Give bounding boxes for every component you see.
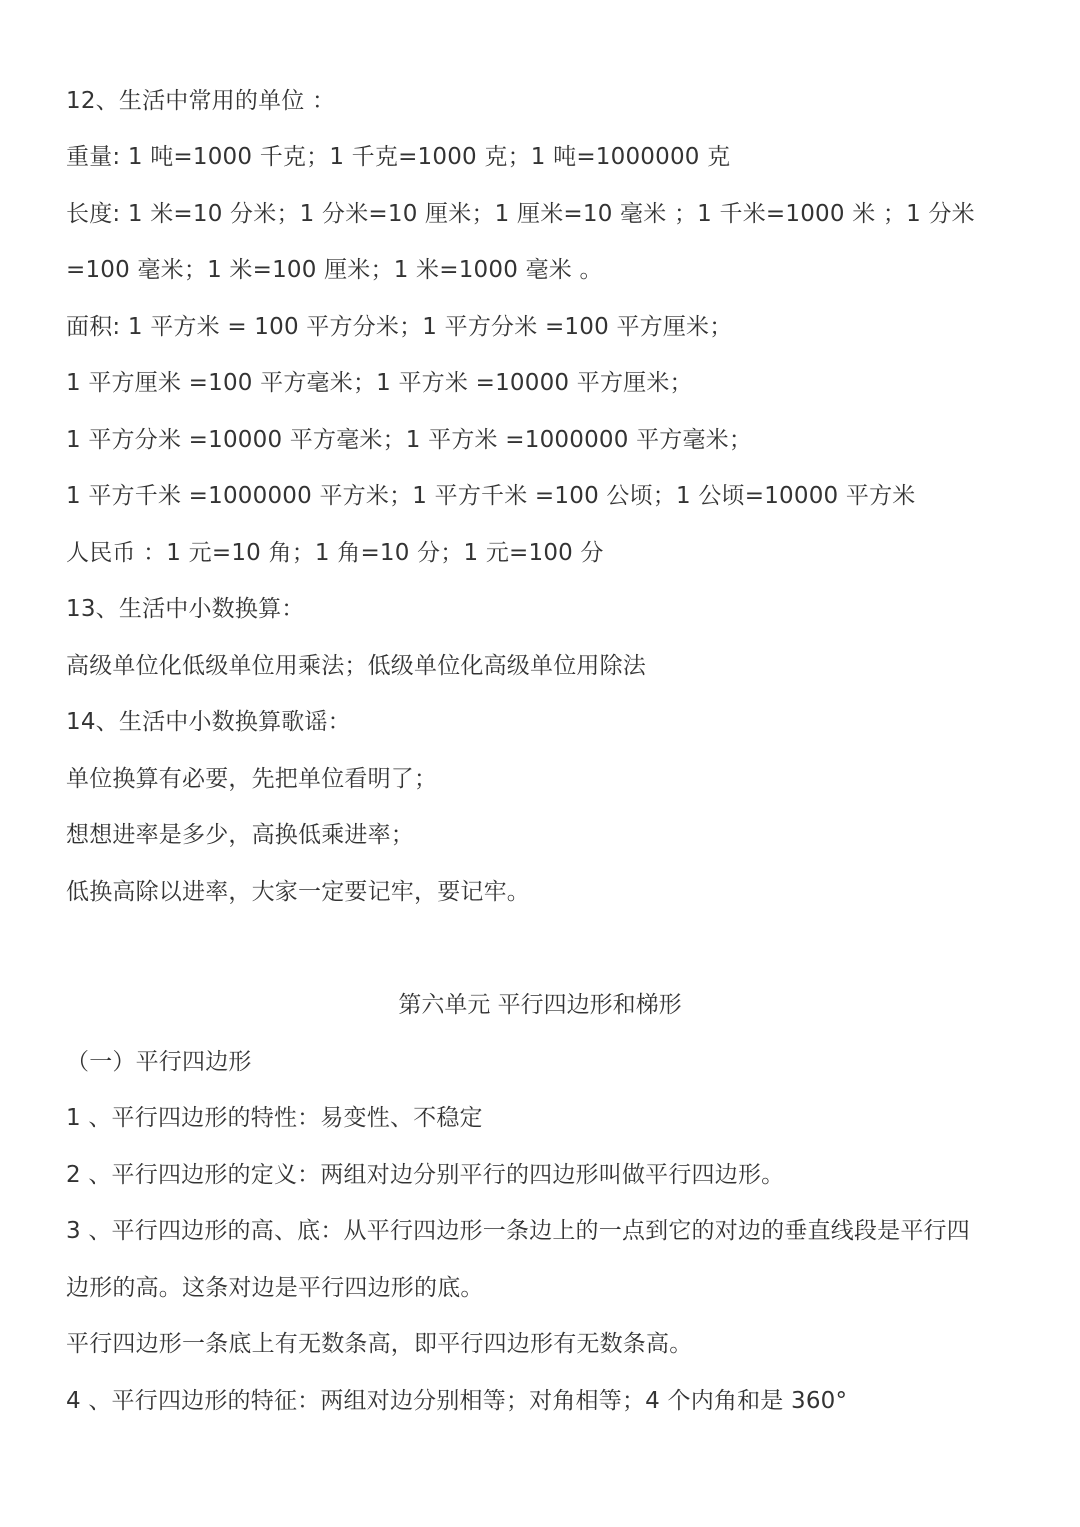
currency-units-line: 人民币 ：1 元=10 角；1 角=10 分；1 元=100 分: [66, 540, 604, 566]
weight-units-line: 重量: 1 吨=1000 千克；1 千克=1000 克；1 吨=1000000 克: [66, 144, 731, 170]
parallelogram-point-2: 2 、平行四边形的定义：两组对边分别平行的四边形叫做平行四边形。: [66, 1162, 785, 1188]
parallelogram-point-3-line-2: 边形的高。这条对边是平行四边形的底。: [66, 1275, 484, 1301]
area-units-line-3: 1 平方分米 =10000 平方毫米；1 平方米 =1000000 平方毫米；: [66, 427, 753, 453]
unit-6-heading: 第六单元 平行四边形和梯形: [398, 992, 682, 1018]
parallelogram-point-1: 1 、平行四边形的特性：易变性、不稳定: [66, 1105, 483, 1131]
rhyme-line-1: 单位换算有必要，先把单位看明了；: [66, 766, 438, 792]
item-14-title: 14、生活中小数换算歌谣：: [66, 709, 351, 735]
item-12-title: 12、生活中常用的单位 ：: [66, 88, 336, 114]
item-13-title: 13、生活中小数换算：: [66, 596, 305, 622]
area-units-line-4: 1 平方千米 =1000000 平方米；1 平方千米 =100 公顷；1 公顷=10000 平方米: [66, 483, 916, 509]
parallelogram-point-3-line-1: 3 、平行四边形的高、底：从平行四边形一条边上的一点到它的对边的垂直线段是平行四: [66, 1218, 970, 1244]
parallelogram-heights-note: 平行四边形一条底上有无数条高，即平行四边形有无数条高。: [66, 1331, 693, 1357]
area-units-line-2: 1 平方厘米 =100 平方毫米；1 平方米 =10000 平方厘米；: [66, 370, 693, 396]
length-units-line-2: =100 毫米；1 米=100 厘米；1 米=1000 毫米 。: [66, 257, 603, 283]
rhyme-line-2: 想想进率是多少，高换低乘进率；: [66, 822, 414, 848]
item-13-body: 高级单位化低级单位用乘法；低级单位化高级单位用除法: [66, 653, 646, 679]
area-units-line-1: 面积: 1 平方米 = 100 平方分米；1 平方分米 =100 平方厘米；: [66, 314, 733, 340]
parallelogram-point-4: 4 、平行四边形的特征：两组对边分别相等；对角相等；4 个内角和是 360°: [66, 1388, 848, 1414]
rhyme-line-3: 低换高除以进率，大家一定要记牢，要记牢。: [66, 879, 530, 905]
length-units-line-1: 长度: 1 米=10 分米；1 分米=10 厘米；1 厘米=10 毫米 ；1 千米=1000 米 ；1 分米: [66, 201, 975, 227]
subsection-parallelogram-title: （一）平行四边形: [66, 1049, 252, 1075]
